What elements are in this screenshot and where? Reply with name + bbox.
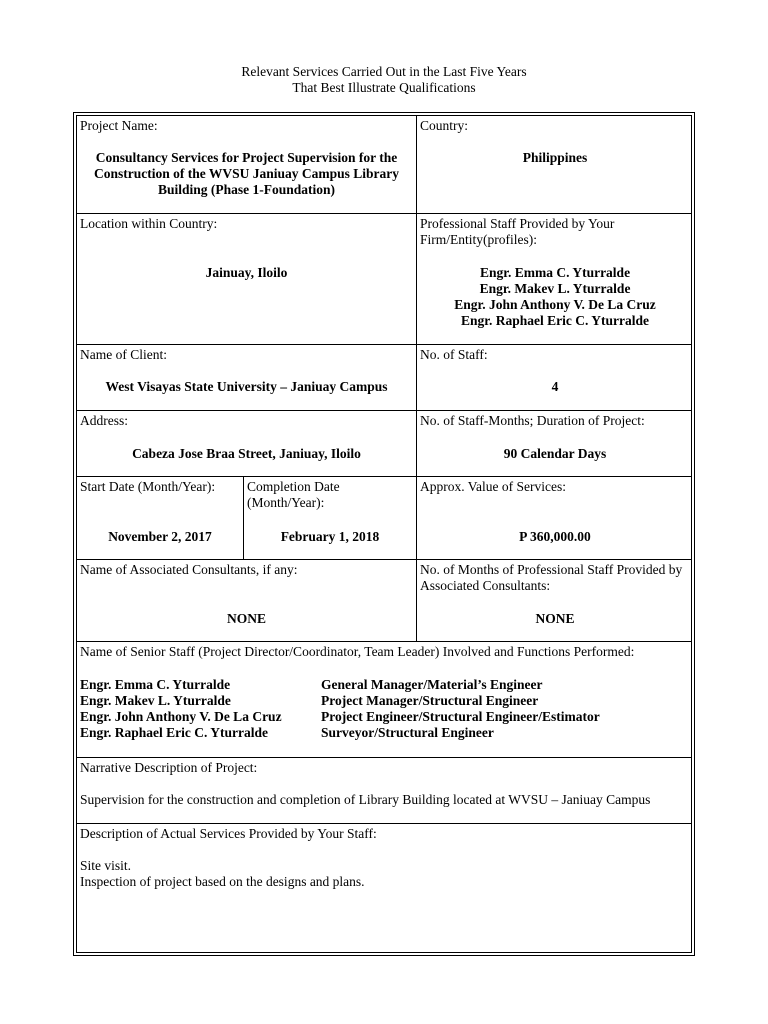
client-value: West Visayas State University – Janiuay Campus — [105, 379, 388, 394]
narrative-text: Supervision for the construction and completion of Library Building located at WVSU – Janiuay Campus — [80, 792, 651, 807]
client-label: Name of Client: — [80, 347, 167, 362]
qualification-table — [73, 112, 695, 956]
associated-consultants-value: NONE — [226, 611, 266, 626]
staff-name: Engr. Emma C. Yturralde — [479, 265, 631, 280]
column-divider — [243, 476, 244, 559]
senior-staff-label: Name of Senior Staff (Project Director/Coordinator, Team Leader) Involved and Functions Performed: — [80, 644, 635, 659]
completion-date-value: February 1, 2018 — [280, 529, 380, 544]
services-line: Site visit. — [80, 858, 132, 873]
senior-staff-name: Engr. John Anthony V. De La Cruz — [80, 709, 282, 724]
senior-staff-function: Project Manager/Structural Engineer — [321, 693, 539, 708]
duration-label: No. of Staff-Months; Duration of Project: — [420, 413, 645, 428]
project-name-label: Project Name: — [80, 118, 158, 133]
staff-name: Engr. John Anthony V. De La Cruz — [454, 297, 656, 312]
table-inner-border — [76, 115, 692, 953]
row-divider — [77, 213, 691, 214]
duration-value: 90 Calendar Days — [503, 446, 607, 461]
row-divider — [77, 757, 691, 758]
row-divider — [77, 410, 691, 411]
narrative-label: Narrative Description of Project: — [80, 760, 258, 775]
approx-value-value: P 360,000.00 — [519, 529, 591, 544]
senior-staff-function: Surveyor/Structural Engineer — [321, 725, 494, 740]
address-label: Address: — [80, 413, 128, 428]
start-date-value: November 2, 2017 — [108, 529, 212, 544]
location-label: Location within Country: — [80, 216, 218, 231]
row-divider — [77, 641, 691, 642]
months-assoc-value: NONE — [535, 611, 575, 626]
row-divider — [77, 344, 691, 345]
country-value: Philippines — [522, 150, 588, 165]
project-name-line: Building (Phase 1-Foundation) — [157, 182, 336, 197]
num-staff-value: 4 — [551, 379, 559, 394]
document-title: Relevant Services Carried Out in the Last Five Years — [241, 64, 527, 79]
senior-staff-name: Engr. Raphael Eric C. Yturralde — [80, 725, 268, 740]
completion-date-label: (Month/Year): — [247, 495, 325, 510]
senior-staff-name: Engr. Makev L. Yturralde — [80, 693, 231, 708]
project-name-line: Consultancy Services for Project Supervision for the — [95, 150, 398, 165]
staff-name: Engr. Makev L. Yturralde — [479, 281, 631, 296]
country-label: Country: — [420, 118, 469, 133]
address-value: Cabeza Jose Braa Street, Janiuay, Iloilo — [132, 446, 361, 461]
senior-staff-function: Project Engineer/Structural Engineer/Estimator — [321, 709, 600, 724]
completion-date-label: Completion Date — [247, 479, 340, 494]
approx-value-label: Approx. Value of Services: — [420, 479, 566, 494]
services-line: Inspection of project based on the designs and plans. — [80, 874, 365, 889]
staff-name: Engr. Raphael Eric C. Yturralde — [461, 313, 649, 328]
staff-provided-label: Firm/Entity(profiles): — [420, 232, 537, 247]
months-assoc-label: No. of Months of Professional Staff Provided by — [420, 562, 683, 577]
row-divider — [77, 559, 691, 560]
months-assoc-label: Associated Consultants: — [420, 578, 551, 593]
project-name-line: Construction of the WVSU Janiuay Campus Library — [93, 166, 400, 181]
senior-staff-function: General Manager/Material’s Engineer — [321, 677, 543, 692]
location-value: Jainuay, Iloilo — [205, 265, 288, 280]
num-staff-label: No. of Staff: — [420, 347, 488, 362]
start-date-label: Start Date (Month/Year): — [80, 479, 216, 494]
services-label: Description of Actual Services Provided by Your Staff: — [80, 826, 377, 841]
document-subtitle: That Best Illustrate Qualifications — [292, 80, 476, 95]
senior-staff-name: Engr. Emma C. Yturralde — [80, 677, 231, 692]
row-divider — [77, 476, 691, 477]
row-divider — [77, 823, 691, 824]
staff-provided-label: Professional Staff Provided by Your — [420, 216, 615, 231]
associated-consultants-label: Name of Associated Consultants, if any: — [80, 562, 298, 577]
